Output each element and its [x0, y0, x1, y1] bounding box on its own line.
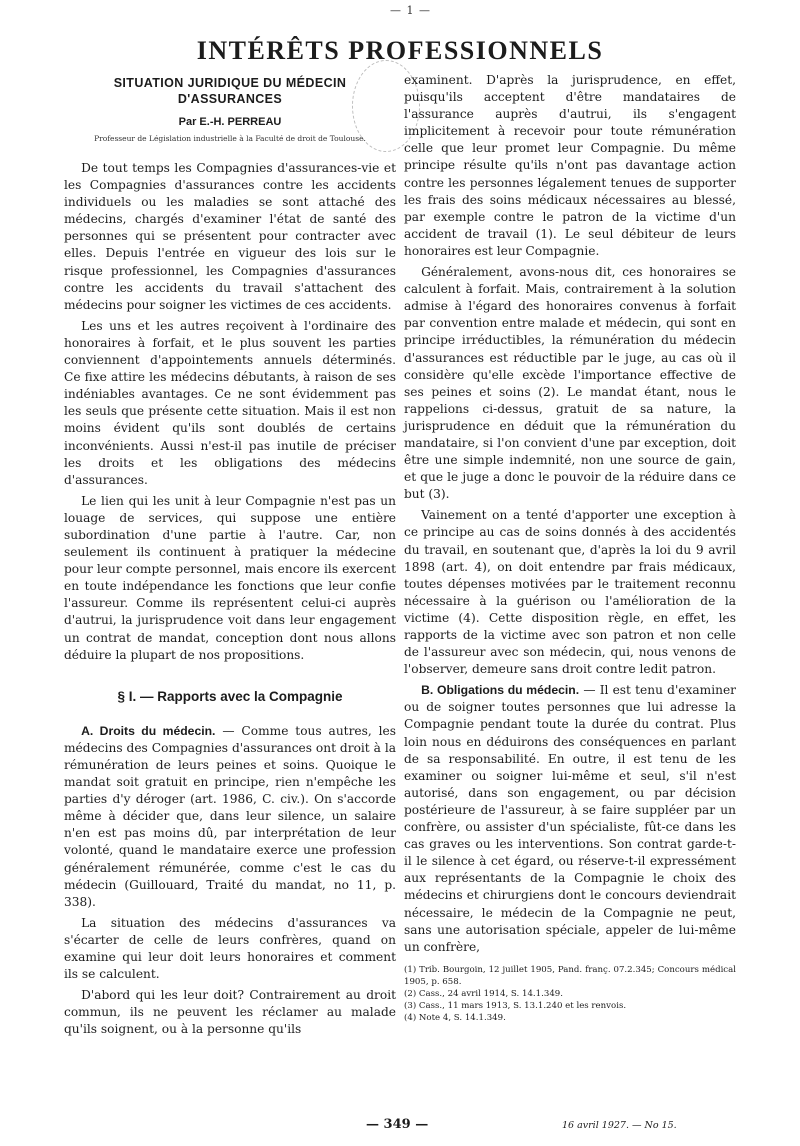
footnote: (1) Trib. Bourgoin, 12 juillet 1905, Pand. franç. 07.2.345; Concours médical 1905, p. 658.: [404, 964, 736, 987]
right-column: [404, 72, 736, 1024]
subsection-label: A. Droits du médecin.: [81, 723, 216, 738]
paragraph: [404, 682, 736, 956]
left-column: [64, 160, 396, 1039]
article-subtitle-line2: D'ASSURANCES: [177, 92, 283, 106]
paragraph: D'abord qui les leur doit? Contrairement au droit commun, ils ne peuvent les réclamer au malade qu'ils soignent, ou à la personne qu'ils: [64, 988, 396, 1037]
paragraph: Généralement, avons-nous dit, ces honoraires se calculent à forfait. Mais, contrairement à la solution admise à l'égard des honoraires convenus à forfait par convention entre malade et médecin, qui sont en principe irréductibles, la rémunération du médecin d'assurances est réductible par le juge, au cas où il considère qu'elle excède l'importance effective de ses peines et soins (2). Le mandat étant, nous le rappelions ci-dessus, gratuit de sa nature, la jurisprudence en déduit que la rémunération du mandataire, si l'on convient d'une par exception, doit être une simple indemnité, non une source de gain, et que le juge a donc le pouvoir de la réduire dans ce but (3).: [404, 265, 736, 502]
paragraph: [64, 723, 396, 911]
paragraph: Vainement on a tenté d'apporter une exception à ce principe au cas de soins donnés à des accidentés du travail, en soutenant que, d'après la loi du 9 avril 1898 (art. 4), on doit entendre par frais médicaux, toutes dépenses motivées par le traitement reconnu nécessaire à la guérison ou l'amélioration de la victime (4). Cette disposition règle, en effet, les rapports de la victime avec son patron et non celle de l'assureur avec son médecin, qui, nous venons de l'observer, demeure sans droit contre ledit patron.: [404, 508, 736, 677]
subsection-label: B. Obligations du médecin.: [421, 683, 580, 698]
paragraph-text: — Il est tenu d'examiner ou de soigner toutes personnes que lui adresse la Compagnie pendant toute la durée du contrat. Plus loin nous en déduirons des conséquences en parlant de sa responsabilité. En outre, il est tenu de les examiner ou soigner lui-même et seul, s'il n'est autorisé, dans son engagement, ou par décision postérieure de l'assureur, à se faire suppléer par un confrère, ou assister d'un spécialiste, fût-ce dans les cas graves ou les interventions. Son contrat garde-t-il le silence à cet égard, ou réserve-t-il expressément aux représentants de la Compagnie le choix des médecins et chirurgiens dont le concours deviendrait nécessaire, le médecin de la Compagnie ne peut, sans une autorisation spéciale, appeler de lui-même un confrère,: [404, 683, 736, 954]
footnotes: [404, 964, 736, 1024]
paragraph: Les uns et les autres reçoivent à l'ordinaire des honoraires à forfait, et le plus souvent les parties conviennent d'appointements annuels déterminés. Ce fixe attire les médecins débutants, à raison de ses indéniables avantages. Ce ne sont évidemment pas les seuls que présente cette situation. Mais il est non moins évident qu'ils sont doublés de certains inconvénients. Aussi n'est-il pas inutile de préciser les droits et les obligations des médecins d'assurances.: [64, 318, 396, 487]
paragraph: examinent. D'après la jurisprudence, en effet, puisqu'ils acceptent d'être mandataires de l'assurance auprès d'autrui, ils s'engagent implicitement à recevoir pour toute rémunération celle que leur promet leur Compagnie. Du même principe résulte qu'ils n'ont pas davantage action contre les personnes légalement tenues de supporter les frais des soins médicaux nécessaires au blessé, par exemple contre le patron de la victime d'un accident de travail (1). Le seul débiteur de leurs honoraires est leur Compagnie.: [404, 73, 736, 258]
paragraph: Le lien qui les unit à leur Compagnie n'est pas un louage de services, qui suppose une entière subordination d'une partie à l'autre. Car, non seulement ils continuent à pratiquer la médecine pour leur compte personnel, mais encore ils exercent en toute indépendance les fonctions que leur confie l'assureur. Comme ils représentent celui-ci auprès d'autrui, la jurisprudence voit dans leur engagement un contrat de mandat, conception dont nous allons déduire la plupart de nos propositions.: [64, 493, 396, 662]
article-subtitle-line1: SITUATION JURIDIQUE DU MÉDECIN: [113, 76, 347, 90]
author-affiliation: Professeur de Législation industrielle à la Faculté de droit de Toulouse.: [94, 134, 366, 143]
page-number: — 349 —: [366, 1117, 429, 1132]
page-title: INTÉRÊTS PROFESSIONNELS: [196, 36, 604, 65]
footnote: (3) Cass., 11 mars 1913, S. 13.1.240 et les renvois.: [404, 1000, 627, 1011]
section-heading: § I. — Rapports avec la Compagnie: [117, 688, 343, 704]
paragraph: La situation des médecins d'assurances va s'écarter de celle de leurs confrères, quand on examine qui leur doit leurs honoraires et comment ils se calculent.: [64, 915, 396, 982]
issue-date: 16 avril 1927. — No 15.: [562, 1120, 677, 1131]
paragraph: De tout temps les Compagnies d'assurances-vie et les Compagnies d'assurances contre les accidents individuels ou les maladies se sont attaché des médecins, chargés d'examiner l'état de santé des personnes qui se présentent pour contracter avec elles. Depuis l'entrée en vigueur des lois sur le risque professionnel, les Compagnies d'assurances contre les accidents du travail s'attachent des médecins pour soigner les victimes de ces accidents.: [64, 161, 396, 312]
paragraph-text: — Comme tous autres, les médecins des Compagnies d'assurances ont droit à la rémunération de leurs peines et soins. Quoique le mandat soit gratuit en principe, rien n'empêche les parties d'y déroger (art. 1986, C. civ.). On s'accorde même à décider que, dans leur silence, un salaire n'en est pas moins dû, par interprétation de leur volonté, quand le mandataire exerce une profession généralement rémunérée, comme c'est le cas du médecin (Guillouard, Traité du mandat, no 11, p. 338).: [64, 723, 396, 909]
author-line: Par E.-H. PERREAU: [178, 116, 282, 128]
footnote: (4) Note 4, S. 14.1.349.: [404, 1012, 506, 1023]
page-mark: — 1 —: [390, 4, 431, 17]
footnote: (2) Cass., 24 avril 1914, S. 14.1.349.: [404, 988, 563, 999]
